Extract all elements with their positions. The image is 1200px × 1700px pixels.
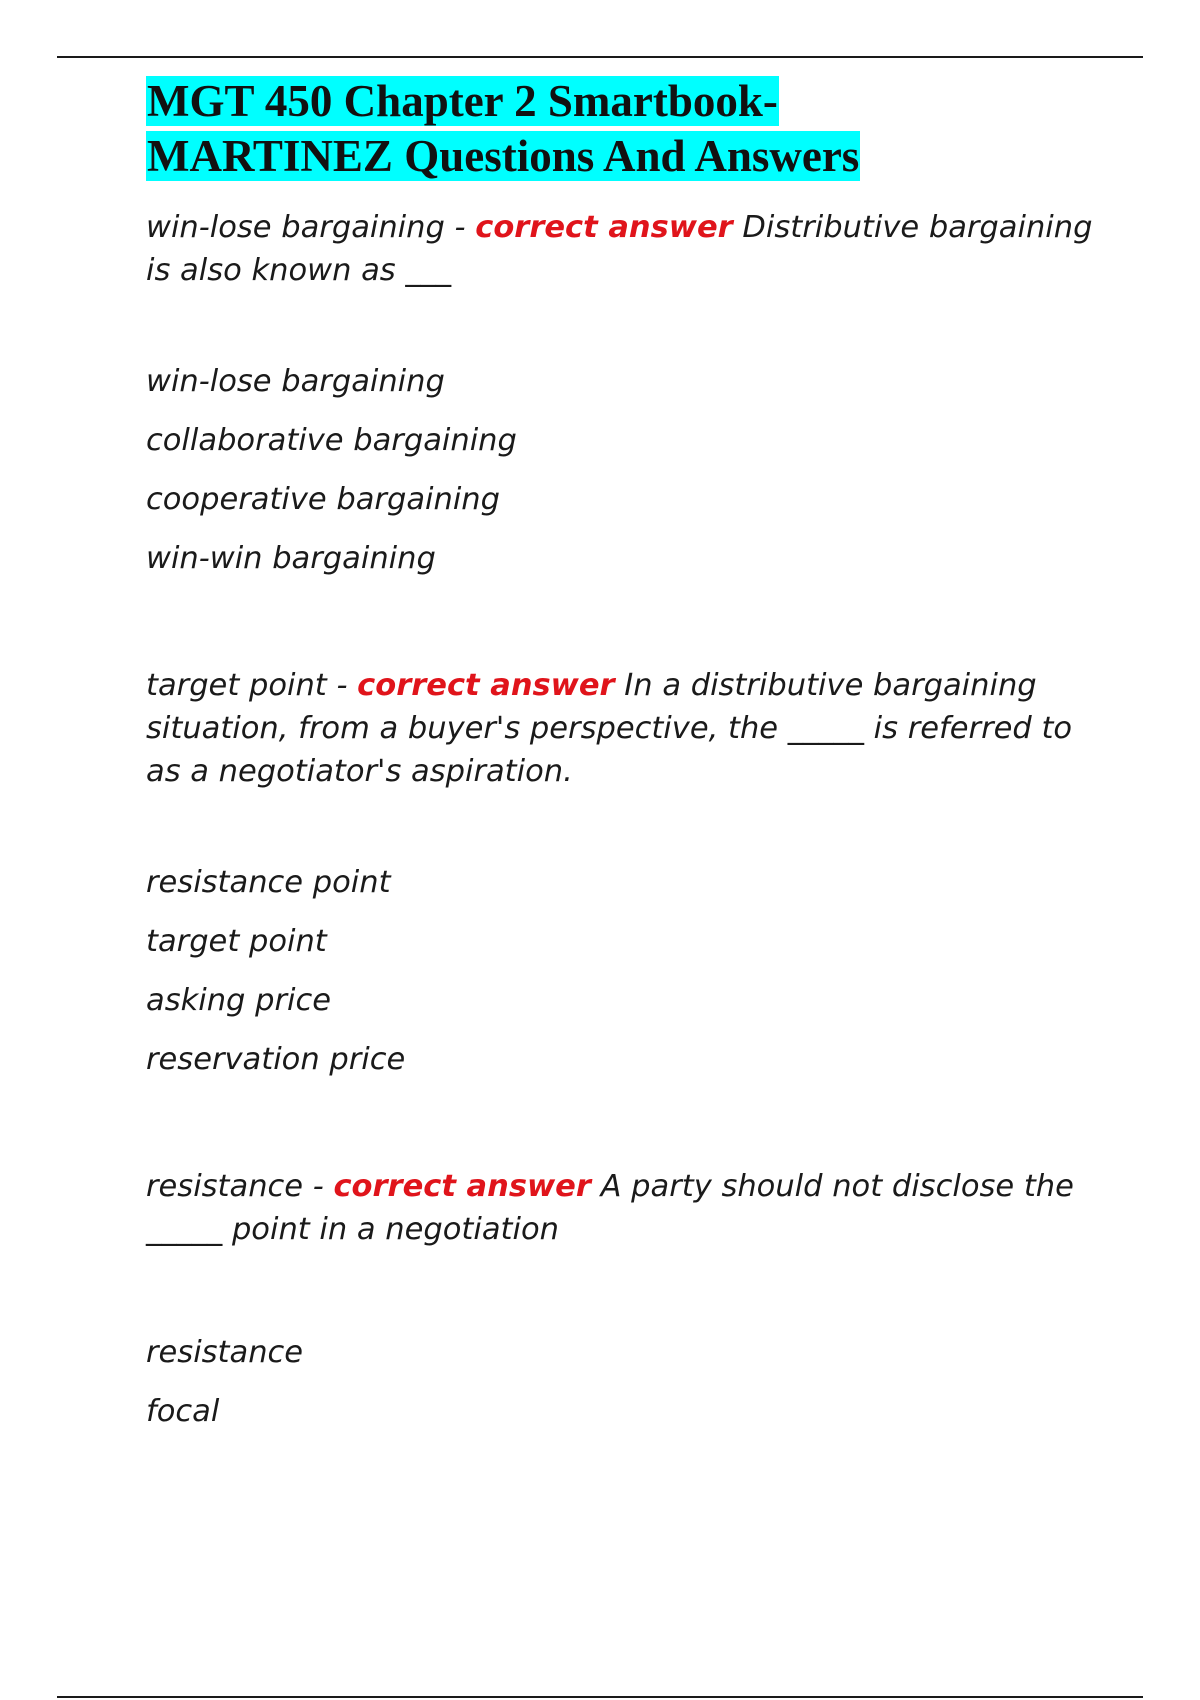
options-list [146,352,1096,588]
qa-item-2 [146,664,1096,1089]
option-item: target point [146,924,327,959]
question-text [146,206,1096,292]
options-list [146,1323,1096,1441]
option-item: cooperative bargaining [146,482,500,517]
question-prompt: A party should not disclose the _____ point in a negotiation [146,1169,1074,1247]
title-line-2: MARTINEZ Questions And Answers [147,131,860,181]
option-item: win-lose bargaining [146,364,445,399]
option-item: asking price [146,983,332,1018]
option-item: win-win bargaining [146,541,436,576]
option-item: reservation price [146,1042,406,1077]
bottom-rule [57,1696,1143,1698]
question-prompt: In a distributive bargaining situation, from a buyer's perspective, the _____ is referred to as a negotiator's aspiration. [146,668,1073,789]
correct-answer-tag: correct answer [357,668,615,703]
title-line-1: MGT 450 Chapter 2 Smartbook- [147,76,778,126]
options-list [146,853,1096,1089]
question-prompt: Distributive bargaining is also known as ___ [146,210,1093,288]
qa-item-3 [146,1165,1096,1441]
option-item: focal [146,1394,220,1429]
qa-item-1 [146,206,1096,588]
correct-answer-tag: correct answer [475,210,733,245]
document-title [146,74,1096,184]
document-body [146,74,1096,1441]
answer-text: win-lose bargaining - [146,210,476,245]
answer-text: resistance - [146,1169,334,1204]
correct-answer-tag: correct answer [333,1169,591,1204]
answer-text: target point - [146,668,358,703]
top-rule [57,56,1143,58]
question-text [146,1165,1096,1251]
option-item: resistance [146,1335,304,1370]
option-item: collaborative bargaining [146,423,517,458]
question-text [146,664,1096,793]
option-item: resistance point [146,865,391,900]
